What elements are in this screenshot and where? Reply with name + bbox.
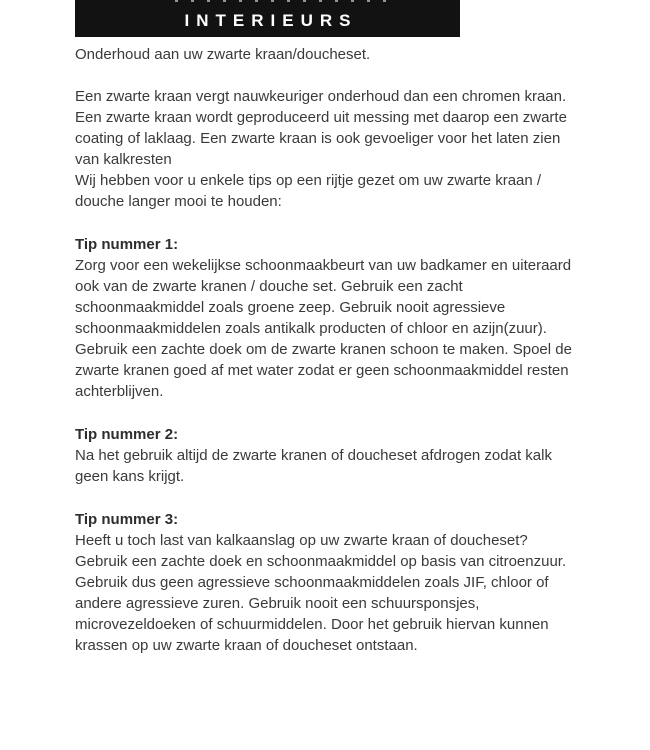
tip-paragraph: Na het gebruik altijd de zwarte kranen of doucheset afdrogen zodat kalk geen kans krijgt. bbox=[75, 447, 552, 485]
tip-paragraph: Heeft u toch last van kalkaanslag op uw zwarte kraan of doucheset? Gebruik een zachte doek en schoonmaakmiddel op basis van citroenzuur. Gebruik dus geen agressieve schoonmaakmiddelen zoals JIF, chloor of andere agressieve zuren. Gebruik nooit een schuursponsjes, microvezeldoeken of schuurmiddelen. Door het gebruik hiervan kunnen krassen op uw zwarte kraan of doucheset ontstaan. bbox=[75, 532, 567, 654]
tip-section-3 bbox=[75, 509, 575, 656]
tip-title: Tip nummer 3: bbox=[75, 511, 179, 528]
article-title: Onderhoud aan uw zwarte kraan/doucheset. bbox=[75, 46, 371, 63]
tip-section-2 bbox=[75, 424, 575, 487]
tip-title: Tip nummer 2: bbox=[75, 426, 179, 443]
tip-paragraph: Zorg voor een wekelijkse schoonmaakbeurt van uw badkamer en uiteraard ook van de zwarte kranen / douche set. Gebruik een zacht schoonmaakmiddel zoals groene zeep. Gebruik nooit agressieve schoonmaakmiddelen zoals antikalk producten of chloor en azijn(zuur). bbox=[75, 257, 572, 337]
tip-paragraph: Gebruik een zachte doek om de zwarte kranen schoon te maken. Spoel de zwarte kranen goed af met water zodat er geen schoonmaakmiddel resten achterblijven. bbox=[75, 341, 572, 400]
cropped-logo-top-edge bbox=[175, 0, 395, 2]
brand-banner bbox=[75, 0, 460, 37]
intro-paragraph: Een zwarte kraan vergt nauwkeuriger onderhoud dan een chromen kraan. Een zwarte kraan wordt geproduceerd uit messing met daarop een zwarte coating of laklaag. Een zwarte kraan is ook gevoeliger voor het laten zien van kalkresten bbox=[75, 88, 567, 168]
intro-block bbox=[75, 86, 575, 212]
brand-logo-text: INTERIEURS bbox=[184, 10, 358, 30]
tip-title: Tip nummer 1: bbox=[75, 236, 179, 253]
article bbox=[75, 44, 575, 656]
intro-paragraph: Wij hebben voor u enkele tips op een rijtje gezet om uw zwarte kraan / douche langer mooi te houden: bbox=[75, 172, 542, 210]
tip-section-1 bbox=[75, 234, 575, 402]
